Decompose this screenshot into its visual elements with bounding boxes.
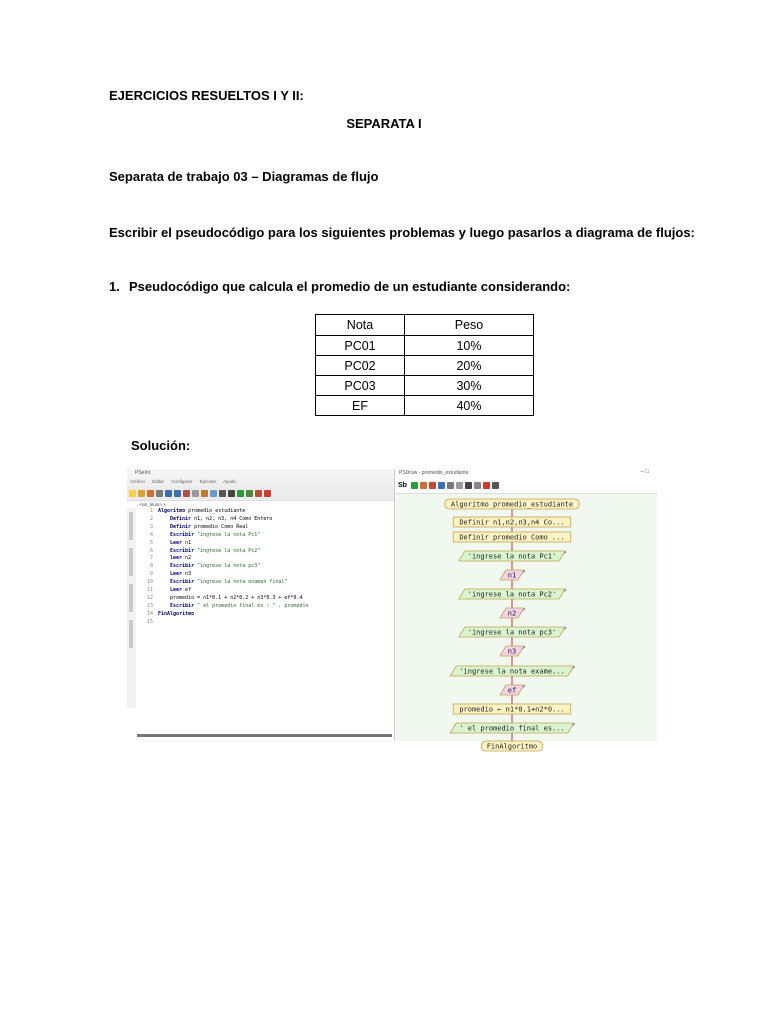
pseint-window: [127, 469, 395, 741]
line-number: 7: [149, 555, 153, 562]
line-number: 9: [149, 571, 153, 578]
indent-icon[interactable]: [210, 490, 217, 497]
code-text: Escribir "ingrese la nota Pc2": [170, 547, 261, 554]
new-file-icon[interactable]: [129, 490, 136, 497]
flow-node-label: promedio ← n1*0.1+n2*0...: [459, 705, 565, 714]
psdraw-toolbar: [395, 478, 657, 494]
edit-icon[interactable]: [420, 482, 427, 489]
step-icon[interactable]: [246, 490, 253, 497]
code-line: [141, 619, 391, 627]
code-line: [141, 548, 391, 556]
pseint-title: PSeInt: [127, 469, 394, 478]
code-line: [141, 540, 391, 548]
table-cell: 20%: [405, 356, 534, 376]
flow-node-label: 'ingrese la nota Pc2': [467, 590, 557, 599]
save-icon[interactable]: [147, 490, 154, 497]
flowchart: [395, 494, 657, 751]
menu-item[interactable]: Ayuda: [223, 479, 236, 484]
horizontal-scrollbar[interactable]: [137, 734, 392, 737]
instruction-text: Escribir el pseudocódigo para los siguientes problemas y luego pasarlos a diagrama de flujos:: [109, 225, 695, 240]
flow-node-label: 'ingrese la nota Pc1': [467, 552, 557, 561]
code-line: [141, 571, 391, 579]
code-line: [141, 508, 391, 516]
line-number: 15: [146, 618, 153, 625]
hand-icon[interactable]: [456, 482, 463, 489]
flow-node-label: Algoritmo promedio_estudiante: [450, 500, 574, 509]
code-text: Definir n1, n2, n3, n4 Como Entero: [170, 515, 273, 522]
tools-icon[interactable]: [228, 490, 235, 497]
table-row: [316, 396, 534, 416]
table-cell: 30%: [405, 376, 534, 396]
list-item-number: 1.: [109, 279, 120, 294]
redo-icon[interactable]: [174, 490, 181, 497]
menu-item[interactable]: Ejecutar: [199, 479, 217, 484]
code-line: [141, 603, 391, 611]
line-number: 2: [149, 515, 153, 522]
editor-tab[interactable]: <sin_titulo> ×: [139, 502, 166, 507]
code-text: Escribir "ingrese la nota pc3": [170, 563, 261, 570]
menu-item[interactable]: Archivo: [130, 479, 146, 484]
side-panel: [127, 508, 136, 708]
table-header-peso: Peso: [405, 315, 534, 336]
code-text: Escribir "ingrese la nota examen final": [170, 579, 288, 586]
code-text: FinAlgoritmo: [158, 610, 195, 617]
code-text: promedio = n1*0.1 + n2*0.2 + n3*0.3 + ef*0.4: [170, 594, 303, 601]
help-icon[interactable]: [483, 482, 490, 489]
line-number: 8: [149, 563, 153, 570]
code-line: [141, 532, 391, 540]
flow-io-arrow-icon: ↗: [522, 683, 526, 690]
code-text: Escribir "ingrese la nota Pc1": [170, 531, 261, 538]
flow-node-label: n1: [507, 571, 517, 580]
window-controls[interactable]: – □: [640, 469, 649, 475]
line-number: 5: [149, 539, 153, 546]
solution-screenshot: [127, 469, 657, 751]
line-number: 10: [146, 579, 153, 586]
pseint-toolbar: [127, 486, 394, 501]
code-line: [141, 555, 391, 563]
table-cell: PC01: [316, 336, 405, 356]
run-icon[interactable]: [237, 490, 244, 497]
document-heading: EJERCICIOS RESUELTOS I Y II:: [109, 88, 304, 103]
line-number: 6: [149, 547, 153, 554]
flow-io-arrow-icon: ↗: [571, 664, 576, 671]
undo-icon[interactable]: [165, 490, 172, 497]
zoom-icon[interactable]: [438, 482, 445, 489]
solution-label: Solución:: [131, 438, 191, 453]
line-number: 11: [146, 587, 153, 594]
side-tab[interactable]: [129, 620, 133, 648]
code-text: Leer n3: [170, 571, 192, 578]
export-icon[interactable]: [429, 482, 436, 489]
line-number: 3: [149, 523, 153, 530]
code-line: [141, 595, 391, 603]
run-icon[interactable]: [411, 482, 418, 489]
grades-table: [315, 314, 534, 416]
code-line: [141, 563, 391, 571]
line-number: 1: [149, 508, 153, 514]
copy-icon[interactable]: [192, 490, 199, 497]
flow-io-arrow-icon: ↗: [522, 644, 526, 651]
flow-io-arrow-icon: ↗: [571, 721, 576, 728]
line-number: 12: [146, 594, 153, 601]
find-icon[interactable]: [219, 490, 226, 497]
code-line: [141, 516, 391, 524]
flow-node-label: Definir promedio Como ...: [459, 533, 565, 542]
cut-icon[interactable]: [183, 490, 190, 497]
code-line: [141, 587, 391, 595]
line-number: 14: [146, 610, 153, 617]
code-editor[interactable]: [141, 508, 391, 627]
flow-io-arrow-icon: ↗: [563, 625, 567, 632]
menu-item[interactable]: Configurar: [171, 479, 193, 484]
paste-icon[interactable]: [201, 490, 208, 497]
code-line: [141, 579, 391, 587]
table-cell: EF: [316, 396, 405, 416]
side-tab[interactable]: [129, 512, 133, 540]
line-number: 4: [149, 531, 153, 538]
code-line: [141, 524, 391, 532]
help-icon[interactable]: [264, 490, 271, 497]
flowchart-icon[interactable]: [255, 490, 262, 497]
close-icon[interactable]: [492, 482, 499, 489]
list-item-text: Pseudocódigo que calcula el promedio de un estudiante considerando:: [129, 279, 571, 294]
table-cell: 10%: [405, 336, 534, 356]
flow-io-arrow-icon: ↗: [563, 549, 567, 556]
code-text: Escribir " el promedio final es : " , promedio: [170, 602, 309, 609]
fit-icon[interactable]: [447, 482, 454, 489]
table-cell: PC02: [316, 356, 405, 376]
list-item-1: [109, 279, 570, 294]
flow-node-label: Definir n1,n2,n3,n4 Co...: [459, 518, 565, 527]
menu-item[interactable]: Editar: [152, 479, 165, 484]
code-line: [141, 611, 391, 619]
table-header-nota: Nota: [316, 315, 405, 336]
flow-node-label: ef: [507, 686, 517, 695]
flow-node-label: 'ingrese la nota exame...: [459, 667, 565, 676]
flow-node-label: 'ingrese la nota pc3': [467, 628, 557, 637]
document-subheading: SEPARATA I: [346, 116, 422, 131]
table-cell: PC03: [316, 376, 405, 396]
code-text: Leer n1: [170, 539, 192, 546]
flow-io-arrow-icon: ↗: [563, 587, 567, 594]
psdraw-window: [395, 469, 657, 751]
side-tab[interactable]: [129, 548, 133, 576]
table-cell: 40%: [405, 396, 534, 416]
save-as-icon[interactable]: [156, 490, 163, 497]
table-header-row: [316, 315, 534, 336]
code-text: Algoritmo promedio_estudiante: [158, 508, 246, 514]
table-row: [316, 356, 534, 376]
flow-node-label: ' el promedio final es...: [459, 724, 565, 733]
flow-node-label: n3: [507, 647, 517, 656]
code-text: leer n2: [170, 555, 192, 562]
code-text: Definir promedio Como Real: [170, 523, 249, 530]
table-row: [316, 336, 534, 356]
table-row: [316, 376, 534, 396]
comment-icon[interactable]: [465, 482, 472, 489]
flow-io-arrow-icon: ↗: [522, 606, 526, 613]
line-number: 13: [146, 602, 153, 609]
flow-node-label: FinAlgoritmo: [486, 742, 538, 751]
flow-io-arrow-icon: ↗: [522, 568, 526, 575]
separata-title: Separata de trabajo 03 – Diagramas de flujo: [109, 169, 379, 184]
psdraw-title: PSDraw - promedio_estudiante: [395, 469, 657, 478]
flow-node-label: n2: [507, 609, 517, 618]
code-text: Leer ef: [170, 587, 192, 594]
side-tab[interactable]: [129, 584, 133, 612]
tools-icon[interactable]: [474, 482, 481, 489]
pseint-menubar: [127, 478, 394, 486]
sb-button[interactable]: Sb: [398, 482, 407, 489]
open-folder-icon[interactable]: [138, 490, 145, 497]
